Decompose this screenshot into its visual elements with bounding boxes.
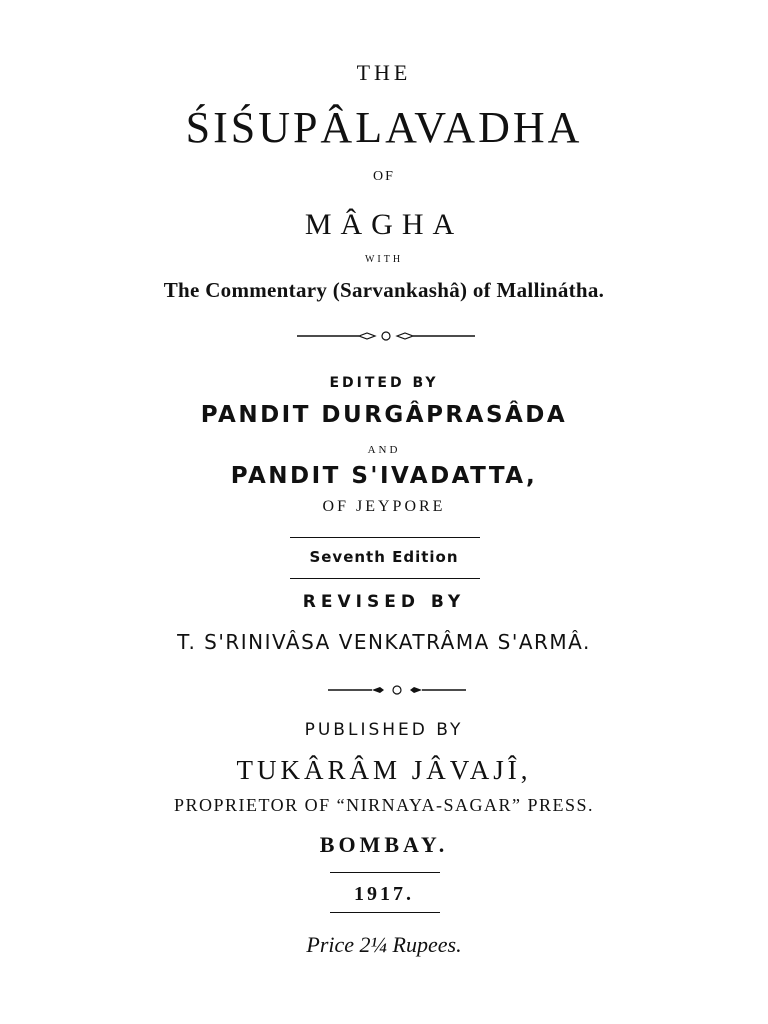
- edited-by-label: EDITED BY: [329, 375, 439, 391]
- revised-by-label: REVISED BY: [302, 592, 466, 612]
- edition-label: Seventh Edition: [309, 548, 459, 566]
- editor-name-1: PANDIT DURGÂPRASÂDA: [200, 402, 568, 428]
- commentary-line: The Commentary (Sarvankashâ) of Mallinátha.: [163, 278, 605, 302]
- author-name: MÂGHA: [304, 208, 464, 241]
- ornament-divider-bottom: [328, 684, 466, 696]
- reviser-name: T. S'RINIVÂSA VENKATRÂMA S'ARMÂ.: [177, 630, 591, 654]
- editor-origin: OF JEYPORE: [322, 498, 446, 515]
- publisher-name: TUKÂRÂM JÂVAJÎ,: [236, 755, 532, 785]
- publisher-press: PROPRIETOR OF “NIRNAYA-SAGAR” PRESS.: [173, 795, 595, 815]
- published-by-label: PUBLISHED BY: [304, 720, 464, 740]
- editor-name-2: PANDIT S'IVADATTA,: [230, 463, 538, 489]
- rule-below-year: [330, 912, 440, 913]
- ornament-divider-top: [297, 330, 475, 342]
- of-label: OF: [373, 169, 395, 184]
- publication-year: 1917.: [354, 883, 414, 905]
- rule-below-edition: [290, 578, 480, 579]
- rule-above-edition: [290, 537, 480, 538]
- publication-city: BOMBAY.: [319, 832, 449, 857]
- rule-above-year: [330, 872, 440, 873]
- with-label: WITH: [364, 254, 404, 265]
- price-label: Price 2¼ Rupees.: [306, 932, 462, 957]
- and-label: AND: [367, 444, 401, 456]
- book-title: ŚIŚUPÂLAVADHA: [185, 103, 583, 152]
- title-article: THE: [356, 60, 412, 85]
